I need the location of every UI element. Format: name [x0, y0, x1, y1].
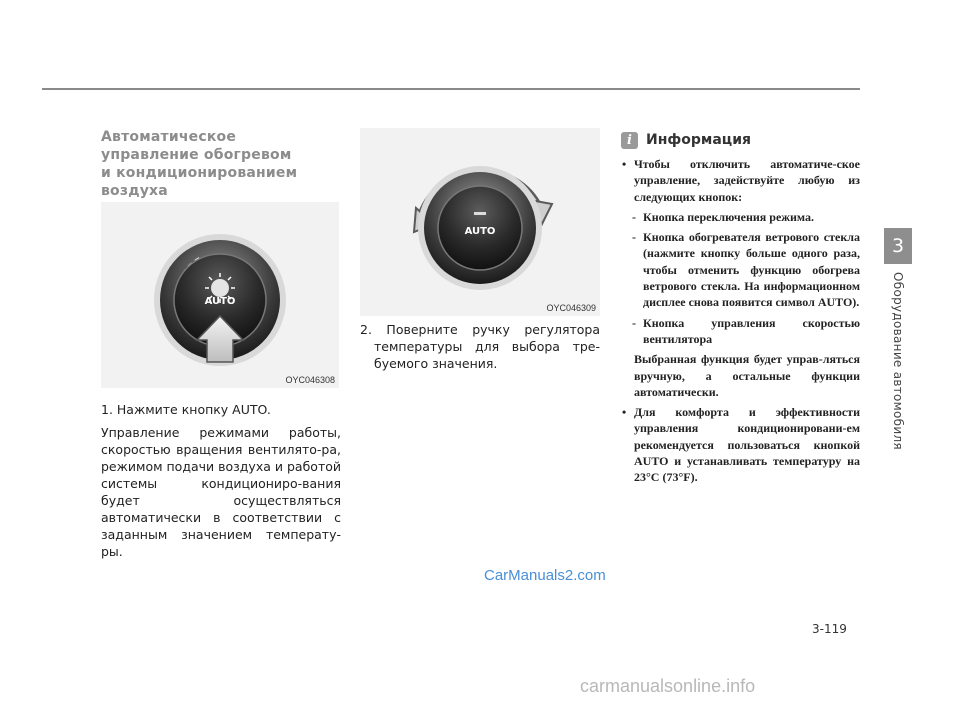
section-title-line-4: воздуха [101, 183, 168, 199]
bullet-marker: • [622, 157, 627, 171]
chapter-number-tab: 3 [884, 228, 912, 264]
auto-button-label: AUTO [204, 296, 236, 307]
section-title-line-1: Автоматическое [101, 129, 237, 145]
header-rule [42, 88, 860, 90]
section-title-line-3: и кондиционированием [101, 165, 298, 181]
info-dash-3-text: Кнопка управления скоростью вентилятора [643, 315, 860, 346]
figure1-code: OYC046308 [285, 375, 335, 385]
info-bullet-2-text: Для комфорта и эффективности управления кондиционировани-ем рекомендуется пользоваться кнопкой AUTO и устанавливать температуру на 23°C (73°F). [634, 405, 860, 485]
figure-auto-button [101, 202, 339, 388]
dash-marker: - [632, 209, 636, 224]
watermark-link[interactable]: CarManuals2.com [484, 567, 606, 584]
info-body [621, 156, 860, 486]
info-title: Информация [646, 132, 751, 148]
info-dash-2-text: Кнопка обогревателя ветрового стекла (нажмите кнопку больше одного раза, чтобы отменить функцию обогрева ветрового стекла. На информационном дисплее снова появится символ AUTO). [643, 230, 860, 310]
info-heading [621, 130, 751, 150]
info-dash-3 [621, 315, 860, 348]
bullet-marker: • [622, 405, 627, 420]
info-bullet-2 [621, 404, 860, 485]
auto-button-label: AUTO [464, 226, 496, 237]
info-dash-1 [621, 209, 860, 225]
step-2-text: 2. Поверните ручку регулятора температуры для выбора тре-буемого значения. [360, 322, 600, 371]
dash-marker: - [632, 315, 636, 330]
page-number: 3-119 [812, 622, 847, 636]
section-title [101, 128, 341, 200]
chapter-title-vertical [889, 272, 907, 452]
figure-temperature-knob [360, 128, 600, 316]
info-dash-2 [621, 229, 860, 310]
info-bullet-1-text: Чтобы отключить автоматиче-ское управление, задействуйте любую из следующих кнопок: [634, 157, 860, 204]
step-1-text: 1. Нажмите кнопку AUTO. [101, 402, 271, 417]
info-bullet-1 [621, 156, 860, 205]
temperature-knob-illustration [360, 128, 600, 316]
info-dash-1-text: Кнопка переключения режима. [643, 209, 814, 224]
info-icon: i [621, 132, 638, 149]
figure2-code: OYC046309 [546, 303, 596, 313]
watermark-footer: carmanualsonline.info [580, 676, 756, 696]
section-title-line-2: управление обогревом [101, 147, 292, 163]
chapter-title-text: Оборудование автомобиля [891, 272, 905, 450]
auto-knob-press-illustration [101, 202, 339, 388]
step-1-description: Управление режимами работы, скоростью вращения вентилято-ра, режимом подачи воздуха и работой системы кондициониро-вания будет осуществляться автоматически в соответствии с заданным значением температу-ры. [101, 425, 341, 559]
dash-marker: - [632, 230, 636, 245]
info-paragraph: Выбранная функция будет управ-ляться вручную, а остальные функции автоматически. [634, 352, 860, 399]
